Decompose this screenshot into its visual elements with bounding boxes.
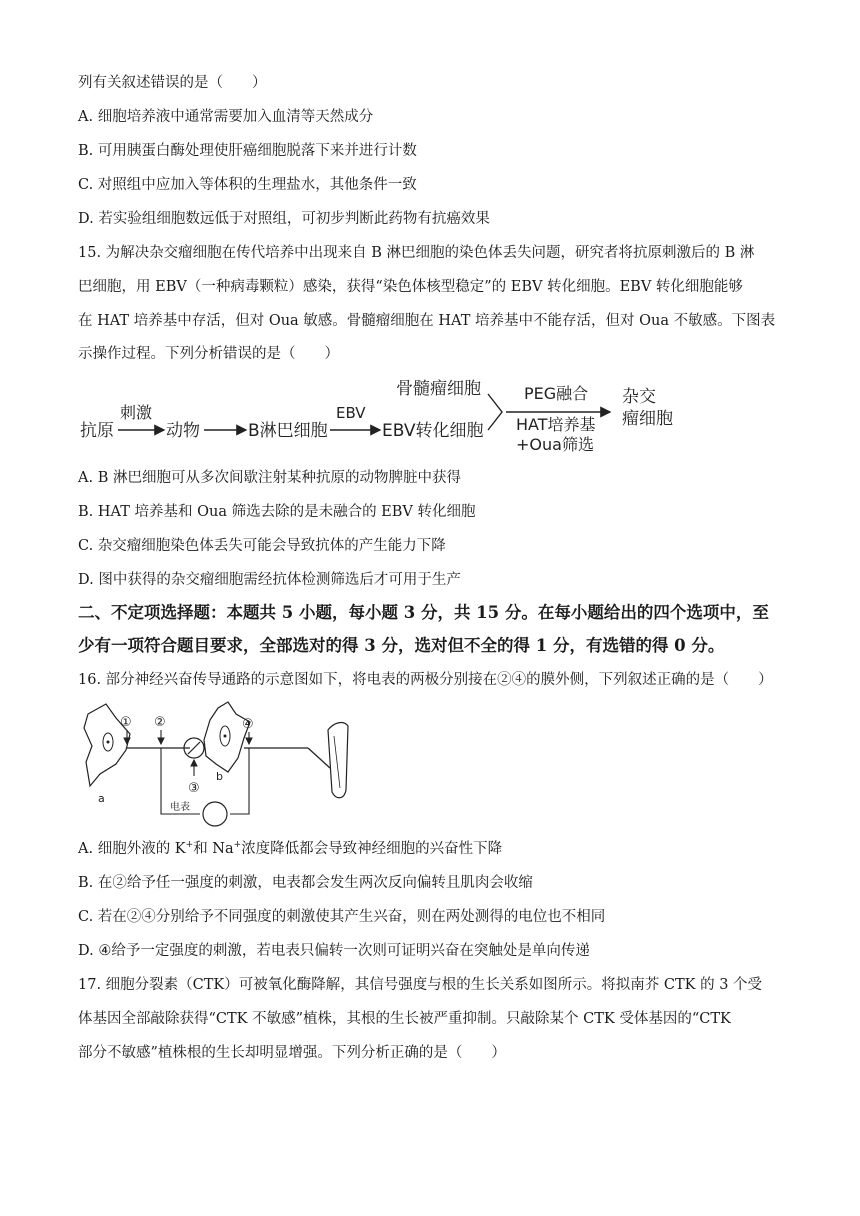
cell-a-label: a <box>98 792 105 805</box>
q16-option-b: B. 在②给予任一强度的刺激，电表都会发生两次反向偏转且肌肉会收缩 <box>78 875 533 891</box>
flow-peg: PEG融合 <box>524 384 589 403</box>
flow-hat-line-2: +Oua筛选 <box>516 435 594 454</box>
q15-option-c: C. 杂交瘤细胞染色体丢失可能会导致抗体的产生能力下降 <box>78 538 446 554</box>
meter-label: 电表 <box>170 802 190 813</box>
flow-antigen: 抗原 <box>80 421 114 441</box>
q14-option-a: A. 细胞培养液中通常需要加入血清等天然成分 <box>78 109 374 125</box>
flow-b-cell: B淋巴细胞 <box>248 421 328 441</box>
q15-option-d: D. 图中获得的杂交瘤细胞需经抗体检测筛选后才可用于生产 <box>78 572 461 588</box>
flow-hat-line-1: HAT培养基 <box>516 415 596 434</box>
flow-hybrid-line-1: 杂交 <box>622 387 656 407</box>
q15-stem-line-3: 在 HAT 培养基中存活，但对 Oua 敏感。骨髓瘤细胞在 HAT 培养基中不能存活，但对 Oua 不敏感。下图表 <box>78 313 776 329</box>
q16-neuron-diagram <box>78 700 358 834</box>
q16-option-d: D. ④给予一定强度的刺激，若电表只偏转一次则可证明兴奋在突触处是单向传递 <box>78 943 590 959</box>
q14-option-c: C. 对照组中应加入等体积的生理盐水，其他条件一致 <box>78 177 417 193</box>
muscle <box>328 723 348 798</box>
point-2-label: ② <box>154 715 166 730</box>
q17-stem-line-1: 17. 细胞分裂素（CTK）可被氧化酶降解，其信号强度与根的生长关系如图所示。将拟南芥 CTK 的 3 个受 <box>78 977 763 993</box>
q14-option-d: D. 若实验组细胞数远低于对照组，可初步判断此药物有抗癌效果 <box>78 211 490 227</box>
neuron-b-body <box>204 702 250 772</box>
flow-hybrid-line-2: 瘤细胞 <box>622 409 673 429</box>
flow-brace <box>488 394 502 430</box>
q15-stem-line-1: 15. 为解决杂交瘤细胞在传代培养中出现来自 B 淋巴细胞的染色体丢失问题，研究者将抗原刺激后的 B 淋 <box>78 245 755 261</box>
q15-option-a: A. B 淋巴细胞可从多次间歇注射某种抗原的动物脾脏中获得 <box>78 470 461 486</box>
meter <box>203 802 227 826</box>
q14-option-b: B. 可用胰蛋白酶处理使肝癌细胞脱落下来并进行计数 <box>78 143 417 159</box>
q16-option-a: A. 细胞外液的 K+和 Na+浓度降低都会导致神经细胞的兴奋性下降 <box>78 840 503 857</box>
point-4-label: ④ <box>242 717 254 732</box>
section-2-heading-line-2: 少有一项符合题目要求，全部选对的得 3 分，选对但不全的得 1 分，有选错的得 0 分。 <box>78 636 725 655</box>
q15-stem-line-4: 示操作过程。下列分析错误的是（ ） <box>78 346 339 362</box>
flow-ebv-label: EBV <box>336 404 366 422</box>
q14-stem-tail: 列有关叙述错误的是（ ） <box>78 75 267 91</box>
q16-option-c: C. 若在②④分别给予不同强度的刺激使其产生兴奋，则在两处测得的电位也不相同 <box>78 909 606 925</box>
point-3-label: ③ <box>188 781 200 796</box>
section-2-heading-line-1: 二、不定项选择题：本题共 5 小题，每小题 3 分，共 15 分。在每小题给出的四个选项中，至 <box>78 603 769 622</box>
flow-animal: 动物 <box>166 421 200 441</box>
flow-stimulate: 刺激 <box>120 403 153 422</box>
q15-option-b: B. HAT 培养基和 Oua 筛选去除的是未融合的 EBV 转化细胞 <box>78 504 476 520</box>
flow-myeloma: 骨髓瘤细胞 <box>396 379 481 399</box>
q15-flow-diagram <box>78 372 688 466</box>
flow-ebv-cell: EBV转化细胞 <box>382 421 484 441</box>
q16-stem: 16. 部分神经兴奋传导通路的示意图如下，将电表的两极分别接在②④的膜外侧，下列叙述正确的是（ ） <box>78 672 773 688</box>
cell-b-label: b <box>216 770 223 783</box>
q15-stem-line-2: 巴细胞，用 EBV（一种病毒颗粒）感染，获得“染色体核型稳定”的 EBV 转化细胞。EBV 转化细胞能够 <box>78 279 743 295</box>
q17-stem-line-3: 部分不敏感”植株根的生长却明显增强。下列分析正确的是（ ） <box>78 1045 506 1061</box>
point-1-label: ① <box>120 715 132 730</box>
q17-stem-line-2: 体基因全部敲除获得“CTK 不敏感”植株，其根的生长被严重抑制。只敲除某个 CTK 受体基因的“CTK <box>78 1011 731 1027</box>
